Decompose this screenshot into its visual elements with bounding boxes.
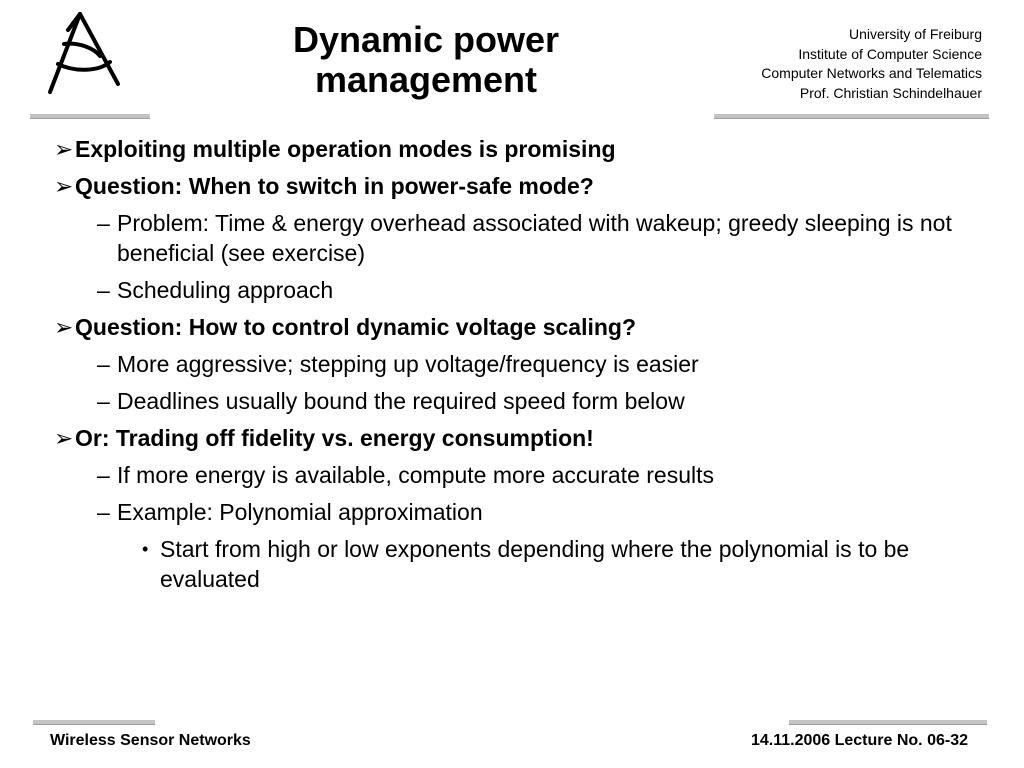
subbullet-text: Scheduling approach [117,277,334,303]
footer-rule-left [33,720,155,725]
header-rule-left [30,114,150,119]
affiliation-block [761,25,982,103]
footer-course-title: Wireless Sensor Networks [50,732,251,749]
header-rule-right [714,114,989,119]
dash-bullet-icon: – [97,351,110,377]
bullet-text: Question: How to control dynamic voltage scaling? [75,314,637,340]
bullet-switch-power-safe [54,171,974,201]
arrow-bullet-icon: ➢ [54,136,74,162]
affiliation-university: University of Freiburg [848,26,982,42]
footer-rule-right [789,720,987,725]
arrow-bullet-icon: ➢ [54,425,74,451]
subbullet-more-aggressive [97,349,974,379]
subbullet-text: Example: Polynomial approximation [117,499,483,525]
subsubbullet-text: Start from high or low exponents depending where the polynomial is to be evaluated [160,536,910,592]
subbullet-problem-overhead [97,208,974,268]
footer-date-lecture: 14.11.2006 Lecture No. 06-32 [750,732,968,749]
slide-content [54,134,974,601]
affiliation-institute: Institute of Computer Science [798,45,982,62]
slide-title-line-1: Dynamic power [292,19,560,60]
dash-bullet-icon: – [97,462,110,488]
bullet-exploiting-modes [54,134,974,164]
bullet-text: Or: Trading off fidelity vs. energy consumption! [75,425,594,451]
subbullet-deadlines [97,386,974,416]
university-logo-icon [40,12,130,98]
bullet-text: Question: When to switch in power-safe mode? [75,173,594,199]
subbullet-scheduling [97,275,974,305]
dash-bullet-icon: – [97,277,110,303]
subsubbullet-exponents [142,534,966,594]
subbullet-text: More aggressive; stepping up voltage/frequency is easier [117,351,699,377]
subbullet-text: If more energy is available, compute more accurate results [117,462,714,488]
arrow-bullet-icon: ➢ [54,314,74,340]
subbullet-polynomial-example [97,497,974,527]
subbullet-text: Deadlines usually bound the required speed form below [117,388,685,414]
affiliation-department: Computer Networks and Telematics [761,65,982,81]
dash-bullet-icon: – [97,388,110,414]
arrow-bullet-icon: ➢ [54,173,74,199]
bullet-fidelity-tradeoff [54,423,974,453]
dot-bullet-icon: • [142,539,149,559]
slide-title [226,20,626,100]
dash-bullet-icon: – [97,499,110,525]
slide-title-line-2: management [314,59,538,100]
subbullet-text: Problem: Time & energy overhead associated with wakeup; greedy sleeping is not beneficial (see exercise) [117,210,952,266]
bullet-text: Exploiting multiple operation modes is promising [75,136,616,162]
subbullet-more-energy [97,460,974,490]
bullet-voltage-scaling [54,312,974,342]
affiliation-professor: Prof. Christian Schindelhauer [799,84,982,101]
dash-bullet-icon: – [97,210,110,236]
